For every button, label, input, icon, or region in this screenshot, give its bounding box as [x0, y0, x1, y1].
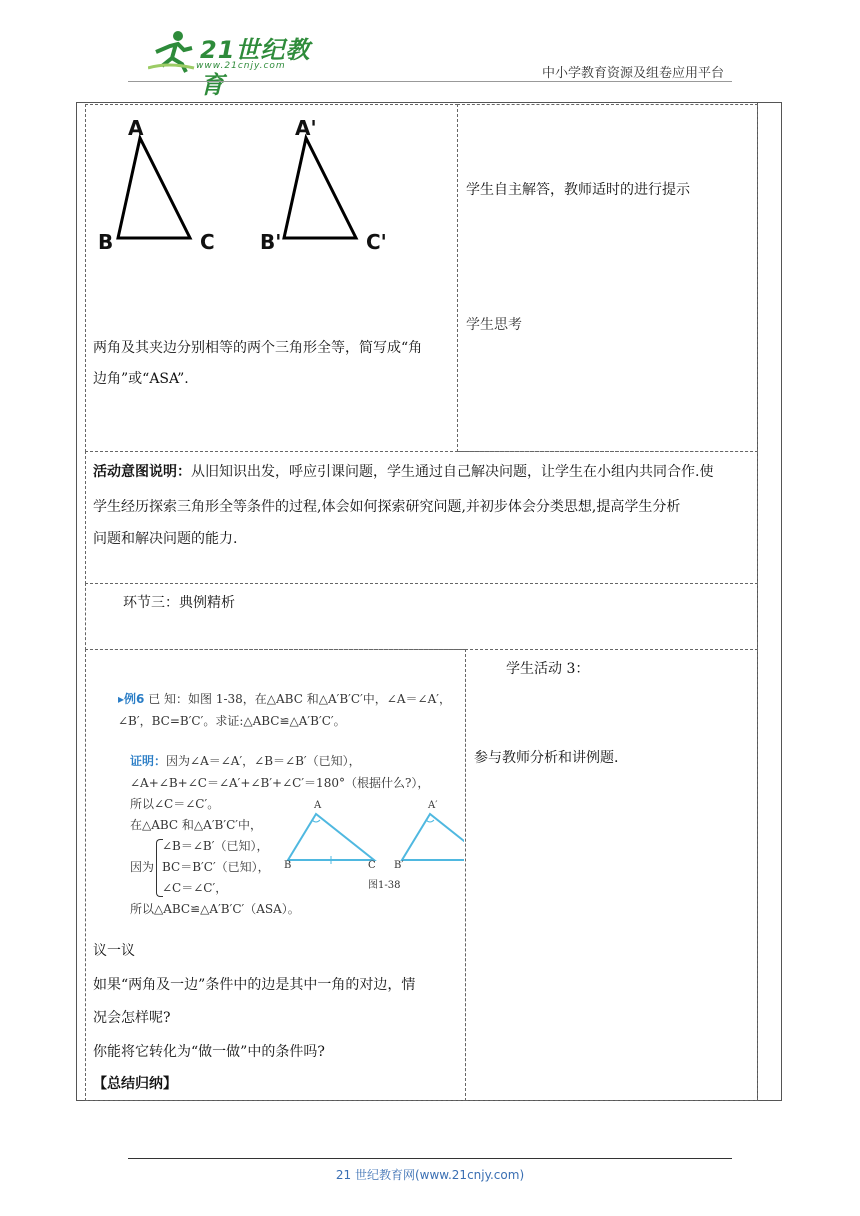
vertex-b-prime-label: B' [260, 230, 282, 254]
proof-line7: BC＝B′C′（已知）， [162, 860, 270, 874]
discuss-question-line2: 况会怎样呢? [93, 1010, 171, 1026]
figure-caption: 图1-38 [368, 880, 401, 891]
intent-line1 [93, 457, 713, 487]
summary-heading: 【总结归纳】 [93, 1076, 177, 1092]
proof-line3: 所以∠C＝∠C′。 [130, 797, 220, 811]
proof-line8: ∠C＝∠C′， [162, 881, 228, 895]
example-line1: 已 知：如图 1-38，在△ABC 和△A′B′C′中，∠A＝∠A′， [148, 692, 451, 706]
student-think-text: 学生思考 [466, 317, 522, 333]
vertex-b-label: B [98, 230, 114, 254]
intent-line1-text: 从旧知识出发，呼应引课问题，学生通过自己解决问题，让学生在小组内共同合作.使 [191, 464, 714, 480]
header-divider [128, 81, 732, 82]
asa-definition-line2: 边角”或“ASA”. [93, 371, 189, 387]
proof-line4: 在△ABC 和△A′B′C′中， [130, 818, 263, 832]
intent-label: 活动意图说明： [93, 464, 191, 480]
proof-line5: ∠B＝∠B′（已知）， [162, 839, 269, 853]
vertex-a-prime-label: A' [295, 116, 317, 140]
footer-link[interactable]: 21 世纪教育网(www.21cnjy.com) [335, 1168, 525, 1182]
student-activity-desc: 参与教师分析和讲例题. [474, 750, 619, 766]
logo-url: www.21cnjy.com [196, 61, 286, 71]
vertex-a-label: A [128, 116, 144, 140]
platform-title: 中小学教育资源及组卷应用平台 [541, 66, 724, 81]
footer-divider [128, 1158, 732, 1159]
example-6-image [118, 688, 464, 916]
figure-label-b: B [284, 860, 292, 871]
section3-title: 环节三：典例精析 [123, 595, 235, 611]
example-tag: ▸例6 [118, 692, 145, 706]
site-logo [148, 28, 318, 99]
vertex-c-label: C [200, 230, 215, 254]
figure-label-a: A [314, 800, 322, 811]
row1-right-cell [457, 104, 758, 452]
student-activity-label: 学生活动 3： [506, 661, 590, 677]
triangles-figure [100, 130, 400, 250]
proof-line2: ∠A+∠B+∠C＝∠A′+∠B′+∠C′＝180°（根据什么?）， [130, 776, 430, 790]
example-line2: ∠B′，BC=B′C′。求证:△ABC≌△A′B′C′。 [118, 714, 346, 728]
asa-definition-line1: 两角及其夹边分别相等的两个三角形全等，简写成“角 [93, 340, 423, 356]
logo-text: 21世纪教育 [200, 36, 311, 99]
teacher-hint-text: 学生自主解答，教师适时的进行提示 [466, 182, 690, 198]
runner-logo-icon [148, 28, 198, 74]
example-figure [278, 806, 464, 866]
proof-line1: 因为∠A＝∠A′，∠B＝∠B′（已知）， [166, 754, 361, 768]
vertex-c-prime-label: C' [366, 230, 387, 254]
discuss-title: 议一议 [93, 943, 135, 959]
discuss-question-line1: 如果“两角及一边”条件中的边是其中一角的对边，情 [93, 977, 416, 993]
example-right-cell [465, 649, 758, 1101]
figure-label-c: C [368, 860, 376, 871]
intent-line3: 问题和解决问题的能力. [93, 531, 238, 547]
figure-label-b-prime: B′ [394, 860, 404, 871]
brace [156, 839, 163, 897]
proof-label: 证明： [130, 754, 167, 768]
intent-line2: 学生经历探索三角形全等条件的过程,体会如何探索研究问题,并初步体会分类思想,提高学生分析 [93, 499, 681, 515]
proof-because: 因为 [130, 860, 155, 874]
figure-label-a-prime: A′ [428, 800, 438, 811]
proof-conclusion: 所以△ABC≌△A′B′C′（ASA）。 [130, 902, 300, 916]
discuss-question-line3: 你能将它转化为“做一做”中的条件吗? [93, 1044, 325, 1060]
